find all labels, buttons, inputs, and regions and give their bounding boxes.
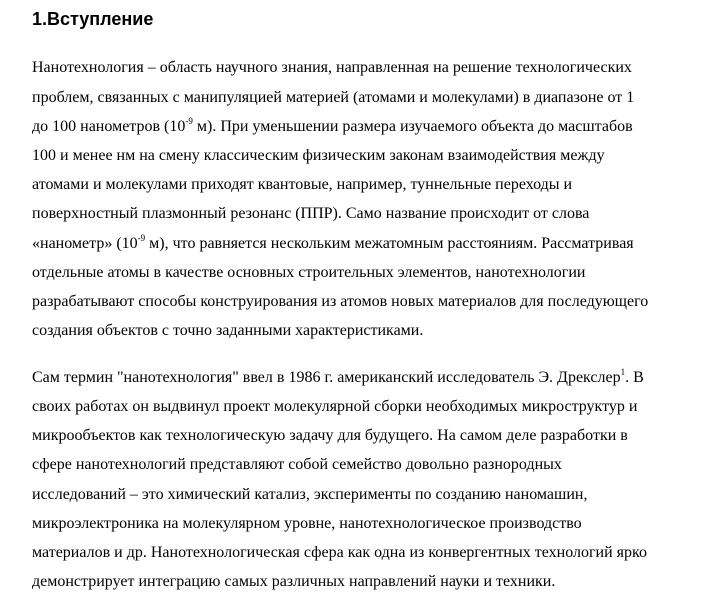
paragraph-1-line: разрабатывают способы конструирования из атомов новых материалов для последующего [32, 293, 649, 310]
paragraph-2-line: микроэлектроника на молекулярном уровне, нанотехнологическое производство [32, 515, 582, 532]
footnote-marker: 1 [620, 367, 626, 377]
paragraph-1-line: 100 и менее нм на смену классическим физическим законам взаимодействия между [32, 147, 605, 164]
superscript: -9 [185, 116, 193, 126]
section-heading: 1.Вступление [32, 9, 154, 29]
paragraph-1-line: создания объектов с точно заданными характеристиками. [32, 322, 424, 339]
paragraph-1-line: Нанотехнология – область научного знания, направленная на решение технологических [32, 59, 632, 76]
paragraph-2-line: своих работах он выдвинул проект молекулярной сборки необходимых микроструктур и [32, 398, 638, 415]
paragraph-1-line: «нанометр» ($10^{-9}$ м), что равняется нескольким межатомным расстояниям. Рассматривая [32, 233, 634, 252]
paragraph-2-line: микрообъектов как технологическую задачу для будущего. На самом деле разработки в [32, 427, 628, 444]
paragraph-2-line: демонстрирует интеграцию самых различных направлений науки и техники. [32, 573, 556, 590]
superscript: -9 [137, 233, 146, 243]
paragraph-1-line: проблем, связанных с манипуляцией материей (атомами и молекулами) в диапазоне от 1 [32, 89, 635, 106]
paragraph-1-line: отдельные атомы в качестве основных строительных элементов, нанотехнологии [32, 264, 586, 281]
paragraph-2-line: Сам термин "нанотехнология" ввел в 1986 г. американский исследователь Э. Дрекслер$^1$. В [32, 367, 644, 386]
paragraph-1-line: поверхностный плазмонный резонанс (ППР). Само название происходит от слова [32, 205, 590, 222]
paragraph-2-line: материалов и др. Нанотехнологическая сфера как одна из конвергентных технологий ярко [32, 544, 647, 561]
paragraph-2-line: исследований – это химический катализ, эксперименты по созданию наномашин, [32, 486, 588, 503]
paragraph-2-line: сфере нанотехнологий представляют собой семейство довольно разнородных [32, 456, 562, 473]
paragraph-1-line: атомами и молекулами приходят квантовые, например, туннельные переходы и [32, 176, 573, 193]
paragraph-1-line: до 100 нанометров ($10^{-9}$ м). При уменьшении размера изучаемого объекта до масштабов [32, 116, 633, 135]
